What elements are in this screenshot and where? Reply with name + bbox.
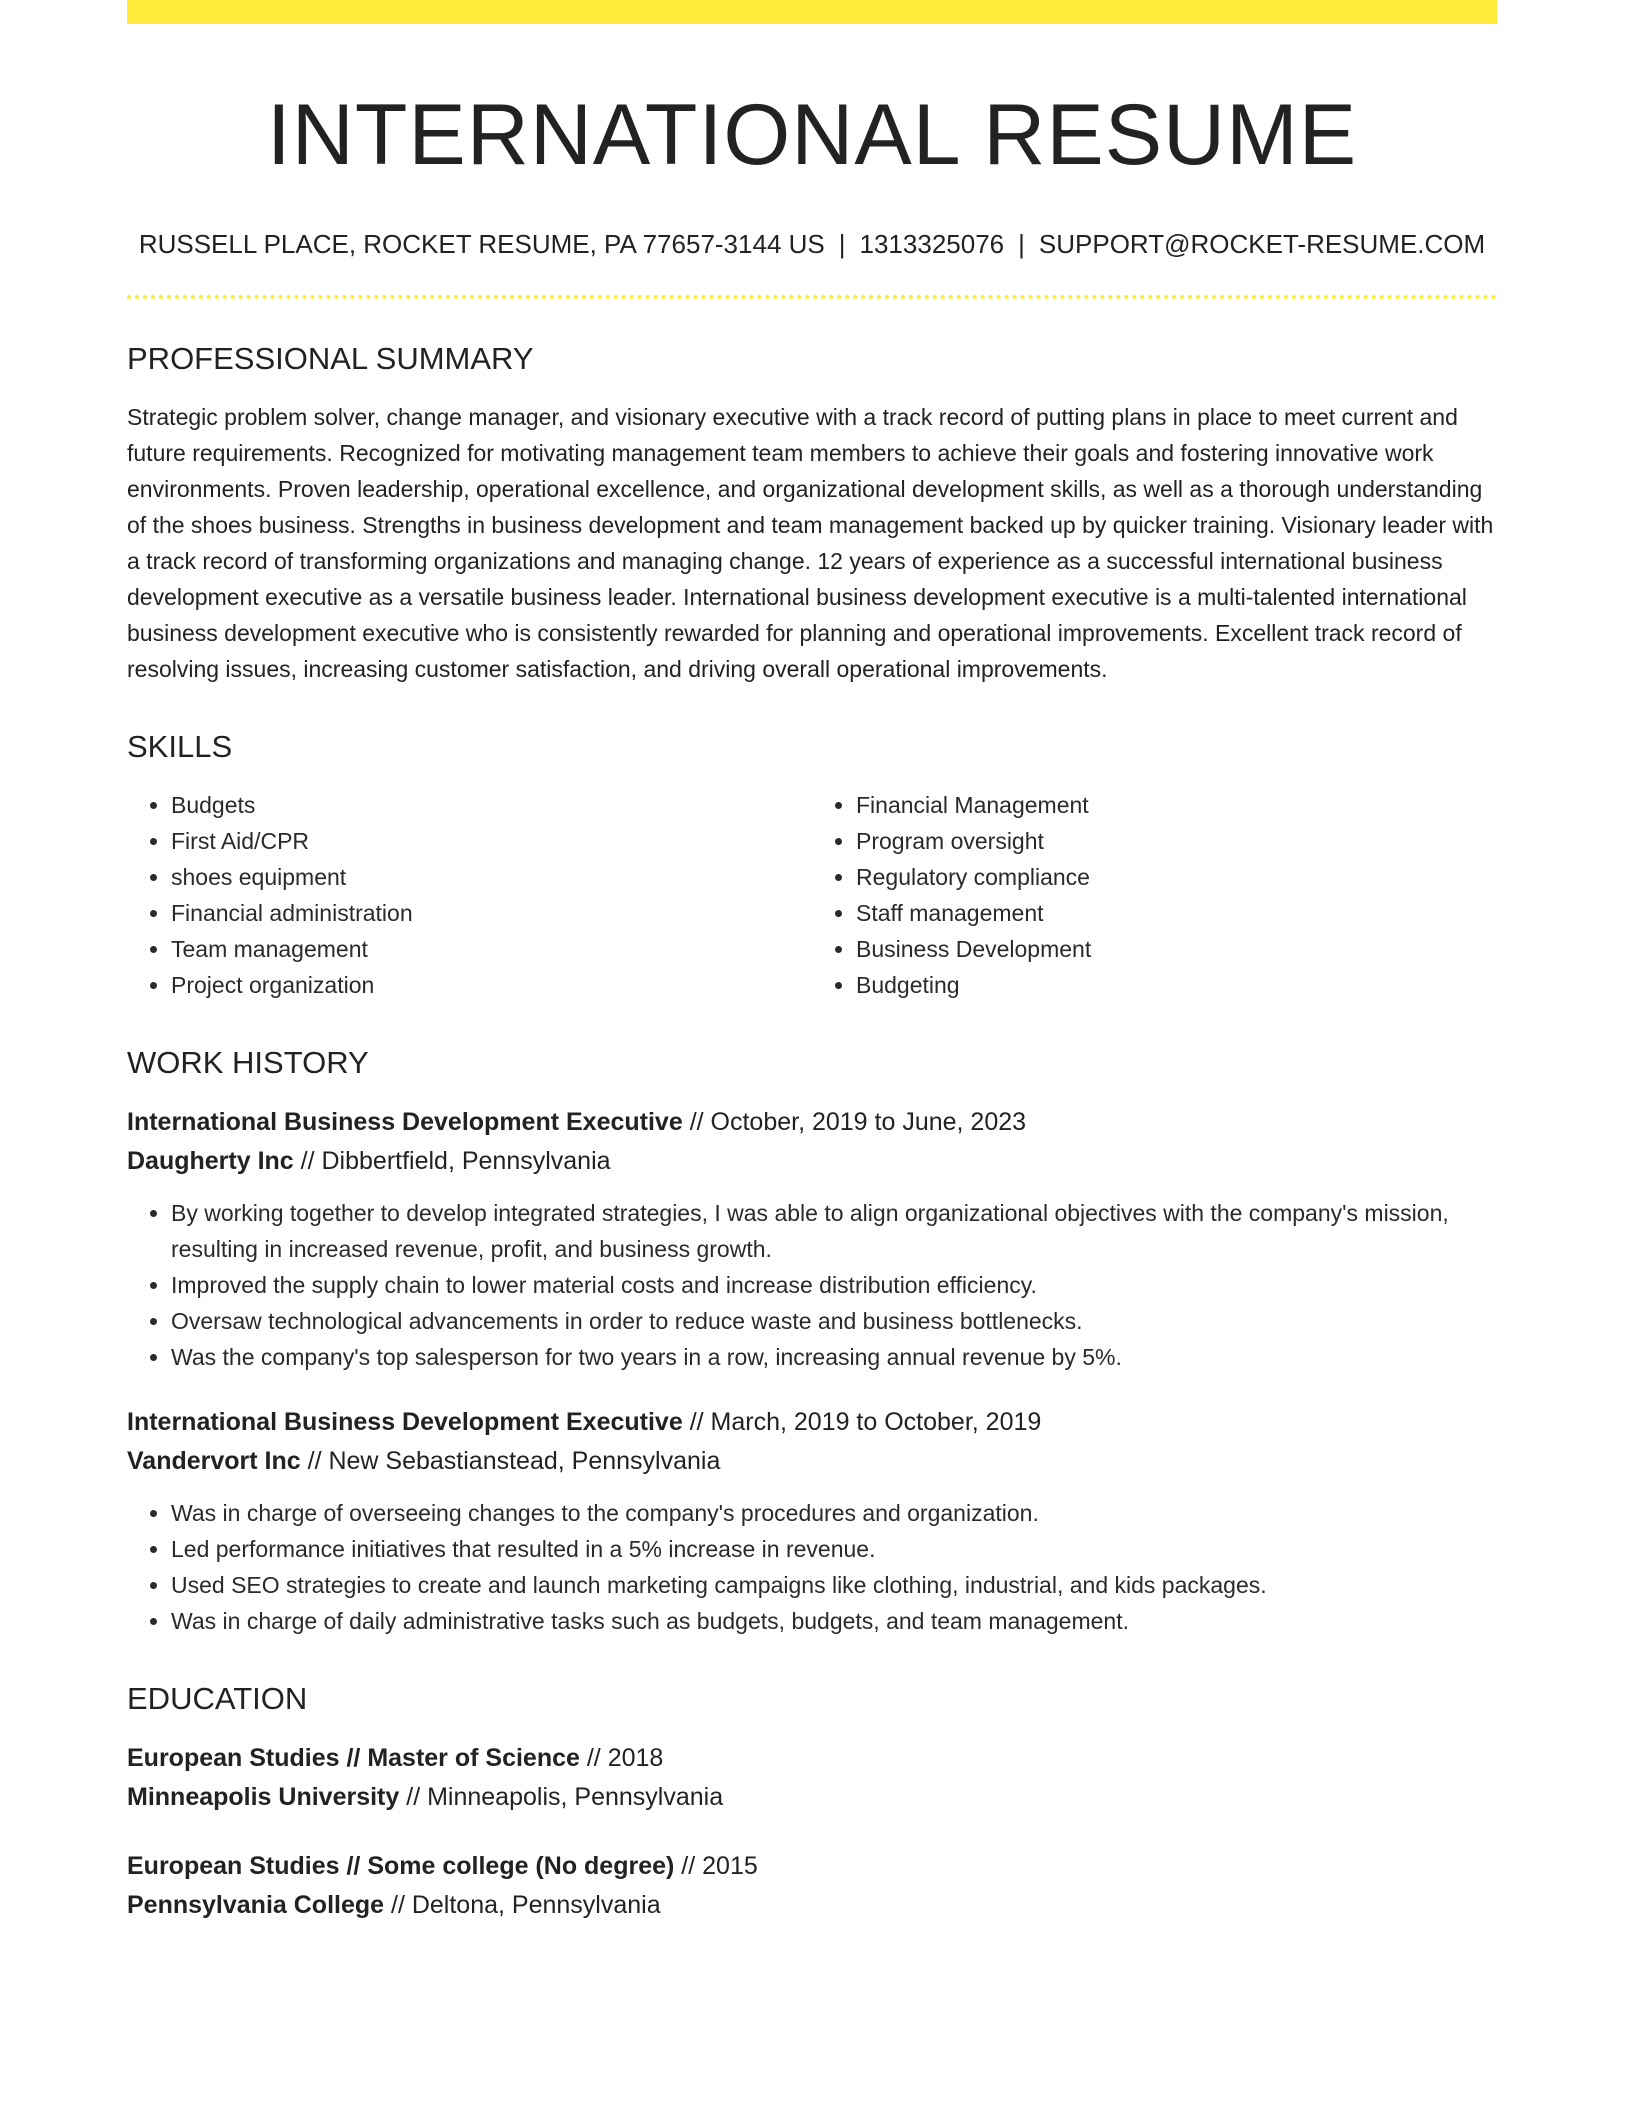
job-dates: // March, 2019 to October, 2019 [689,1408,1042,1437]
contact-separator: | [838,229,846,260]
job-bullet: • Oversaw technological advancements in order to reduce waste and business bottlenecks. [171,1303,1497,1339]
education-school: Pennsylvania College [127,1891,385,1920]
job-bullet: • Was in charge of overseeing changes to the company's procedures and organization. [171,1495,1497,1531]
job-bullet: • By working together to develop integrated strategies, I was able to align organizational objectives with the company's mission, resulting in increased revenue, profit, and business growth. [171,1195,1497,1267]
skill-item: • Project organization [171,967,812,1003]
skill-item: • Business Development [856,931,1497,967]
contact-phone: 1313325076 [859,229,1005,260]
education-degree: European Studies // Master of Science [127,1744,580,1773]
job-bullet: • Improved the supply chain to lower material costs and increase distribution efficiency. [171,1267,1497,1303]
skill-item: • Budgeting [856,967,1497,1003]
skill-item: • shoes equipment [171,859,812,895]
education-school: Minneapolis University [127,1783,400,1812]
education-year: // 2018 [586,1744,664,1773]
skills-column-right [812,787,1497,1003]
job-company: Vandervort Inc [127,1447,301,1476]
accent-top-bar [127,0,1497,24]
education-degree-line [127,1739,1497,1778]
skills-column-left [127,787,812,1003]
skills-list [127,787,1497,1003]
job-company: Daugherty Inc [127,1147,294,1176]
dotted-divider [127,295,1497,299]
job-company-line [127,1442,1497,1481]
resume-page [127,0,1497,1955]
skill-item: • Program oversight [856,823,1497,859]
resume-title: INTERNATIONAL RESUME [266,87,1358,183]
contact-address: RUSSELL PLACE, ROCKET RESUME, PA 77657-3144 US [138,229,825,260]
education-location: // Deltona, Pennsylvania [391,1891,661,1920]
education-heading: EDUCATION [127,1681,308,1717]
contact-separator: | [1018,229,1025,260]
job-bullet: • Was the company's top salesperson for two years in a row, increasing annual revenue by 5%. [171,1339,1497,1375]
job-title-line [127,1103,1497,1142]
skill-item: • Budgets [171,787,812,823]
education-degree: European Studies // Some college (No degree) [127,1852,675,1881]
job-bullet: • Was in charge of daily administrative tasks such as budgets, budgets, and team management. [171,1603,1497,1639]
skill-item: • Staff management [856,895,1497,931]
skill-item: • Regulatory compliance [856,859,1497,895]
education-school-line [127,1778,1497,1817]
job-title-line [127,1403,1497,1442]
contact-email: SUPPORT@ROCKET-RESUME.COM [1038,229,1486,260]
summary-text: Strategic problem solver, change manager, and visionary executive with a track record of putting plans in place to meet current and future requirements. Recognized for motivating management team members to achieve their goals and fostering innovative work environments. Proven leadership, operational excellence, and organizational development skills, as well as a thorough understanding of the shoes business. Strengths in business development and team management backed up by quicker training. Visionary leader with a track record of transforming organizations and managing change. 12 years of experience as a successful international business development executive as a versatile business leader. International business development executive is a multi-talented international business development executive who is consistently rewarded for planning and operational improvements. Excellent track record of resolving issues, increasing customer satisfaction, and driving overall operational improvements. [127,404,1494,683]
skill-item: • Financial administration [171,895,812,931]
job-entry [127,1403,1497,1639]
summary-heading: PROFESSIONAL SUMMARY [127,341,534,377]
education-entry [127,1739,1497,1817]
job-role: International Business Development Executive [127,1108,683,1137]
contact-line [127,227,1497,261]
job-bullets [127,1495,1497,1639]
job-location: // Dibbertfield, Pennsylvania [300,1147,611,1176]
work-history-heading: WORK HISTORY [127,1045,369,1081]
education-entry [127,1847,1497,1925]
skill-item: • Team management [171,931,812,967]
skill-item: • Financial Management [856,787,1497,823]
education-school-line [127,1886,1497,1925]
skill-item: • First Aid/CPR [171,823,812,859]
education-location: // Minneapolis, Pennsylvania [406,1783,724,1812]
skills-heading: SKILLS [127,729,233,765]
education-degree-line [127,1847,1497,1886]
job-bullet: • Used SEO strategies to create and launch marketing campaigns like clothing, industrial, and kids packages. [171,1567,1497,1603]
job-bullet: • Led performance initiatives that resulted in a 5% increase in revenue. [171,1531,1497,1567]
job-role: International Business Development Executive [127,1408,683,1437]
job-entry [127,1103,1497,1375]
job-bullets [127,1195,1497,1375]
job-location: // New Sebastianstead, Pennsylvania [307,1447,721,1476]
education-year: // 2015 [681,1852,758,1881]
job-company-line [127,1142,1497,1181]
job-dates: // October, 2019 to June, 2023 [689,1108,1027,1137]
